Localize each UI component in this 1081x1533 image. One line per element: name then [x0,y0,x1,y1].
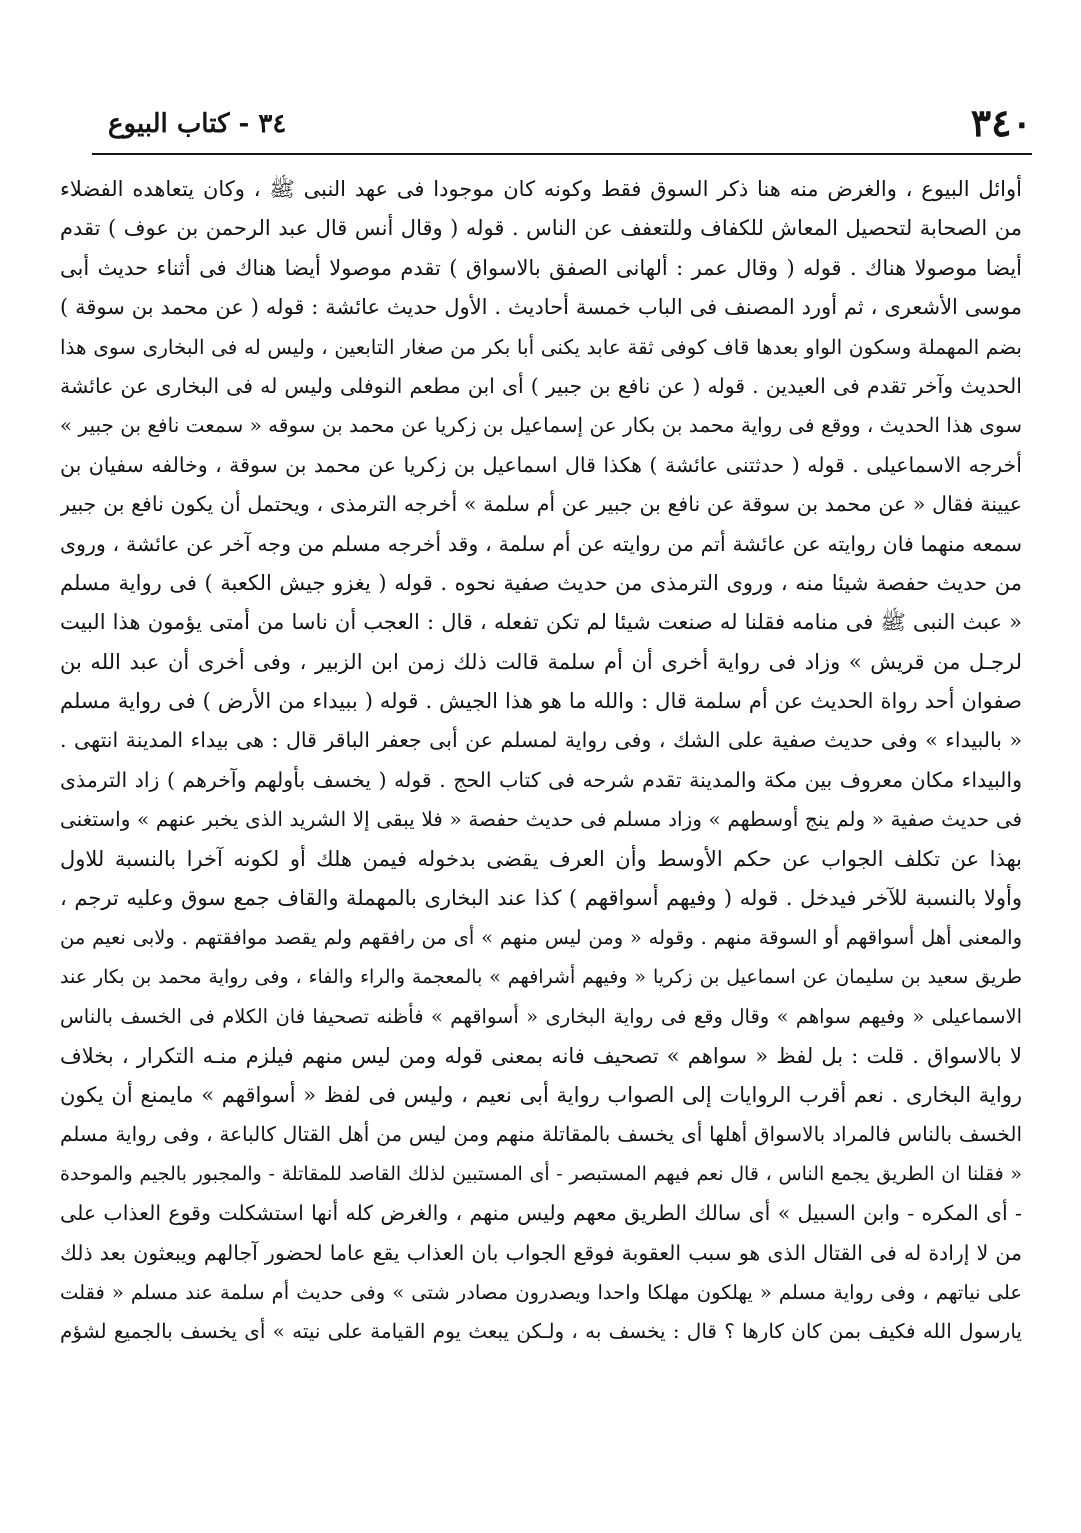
text-line: صفوان أحد رواة الحديث عن أم سلمة قال : والله ما هو هذا الجيش . قوله ( ببيداء من الأرض ) فى رواية مسلم [60,689,1022,714]
text-line: رواية البخارى . نعم أقرب الروايات إلى الصواب رواية أبى نعيم ، وليس فى لفظ « أسواقهم » مايمنع أن يكون [60,1082,1022,1107]
text-line: الحديث وآخر تقدم فى العيدين . قوله ( عن نافع بن جبير ) أى ابن مطعم النوفلى وليس له فى البخارى عن عائشة [60,373,1022,398]
text-line: وأولا بالنسبة للآخر فيدخل . قوله ( وفيهم أسواقهم ) كذا عند البخارى بالمهملة والقاف جمع سوق وعليه ترجم ، [60,886,1022,911]
running-title: ٣٤ - كتاب البيوع [108,109,287,139]
text-line: موسى الأشعرى ، ثم أورد المصنف فى الباب خمسة أحاديث . الأول حديث عائشة : قوله ( عن محمد بن سوقة ) [60,295,1022,320]
page-header [92,98,1032,148]
text-line: على نياتهم ، وفى رواية مسلم « يهلكون مهلكا واحدا ويصدرون مصادر شتى » وفى حديث أم سلمة عند مسلم « فقلت [60,1280,1022,1304]
text-line: سمعه منهما فان روايته عن عائشة أتم من روايته عن أم سلمة ، وقد أخرجه مسلم من وجه آخر عن عائشة ، وروى [60,531,1022,556]
text-line: طريق سعيد بن سليمان عن اسماعيل بن زكريا « وفيهم أشرافهم » بالمعجمة والراء والفاء ، وفى رواية محمد بن بكار عند [60,965,1022,988]
text-line: الخسف بالناس فالمراد بالاسواق أهلها أى يخسف بالمقاتلة منهم ومن ليس من أهل القتال كالباعة ، وفى رواية مسلم [60,1122,1022,1147]
text-line: بهذا عن تكلف الجواب عن حكم الأوسط وأن العرف يقضى بدخوله فيمن هلك أو لكونه آخرا بالنسبة للاول [60,846,1022,871]
text-line: « فقلنا ان الطريق يجمع الناس ، قال نعم فيهم المستبصر - أى المستبين لذلك القاصد للمقاتلة - والمجبور بالجيم والموحدة [60,1162,1022,1185]
text-line: « عبث النبى ﷺ فى منامه فقلنا له صنعت شيئا لم تكن تفعله ، قال : العجب أن ناسا من أمتى يؤمون هذا البيت [60,610,1022,635]
text-line: - أى المكره - وابن السبيل » أى سالك الطريق معهم وليس منهم ، والغرض كله أنها استشكلت وقوع العذاب على [60,1201,1022,1226]
text-line: لا بالاسواق . قلت : بل لفظ « سواهم » تصحيف فانه بمعنى قوله ومن ليس منهم فيلزم منـه التكرار ، بخلاف [60,1043,1022,1068]
text-line: من الصحابة لتحصيل المعاش للكفاف وللتعفف عن الناس . قوله ( وقال أنس قال عبد الرحمن بن عوف ) تقدم [60,216,1022,241]
text-line: والبيداء مكان معروف بين مكة والمدينة تقدم شرحه فى كتاب الحج . قوله ( يخسف بأولهم وآخرهم ) زاد الترمذى [60,767,1022,792]
text-line: « بالبيداء » وفى حديث صفية على الشك ، وفى رواية لمسلم عن أبى جعفر الباقر قال : هى بيداء المدينة انتهى . [60,728,1022,753]
page-number: ٣٤٠ [970,100,1032,145]
text-line: أخرجه الاسماعيلى . قوله ( حدثتنى عائشة ) هكذا قال اسماعيل بن زكريا عن محمد بن سوقة ، وخالفه سفيان بن [60,452,1022,477]
text-line: والمعنى أهل أسواقهم أو السوقة منهم . وقوله « ومن ليس منهم » أى من رافقهم ولم يقصد موافقتهم . ولابى نعيم من [60,926,1022,950]
text-line: الاسماعيلى « وفيهم سواهم » وقال وقع فى رواية البخارى « أسواقهم » فأظنه تصحيفا فان الكلام فى الخسف بالناس [60,1005,1022,1029]
text-line: أيضا موصولا هناك . قوله ( وقال عمر : ألهانى الصفق بالاسواق ) تقدم موصولا أيضا هناك فى أثناء حديث أبى [60,255,1022,280]
text-line: لرجـل من قريش » وزاد فى رواية أخرى أن أم سلمة قالت ذلك زمن ابن الزبير ، وفى أخرى أن عبد الله بن [60,649,1022,674]
text-line: من لا إرادة له فى القتال الذى هو سبب العقوبة فوقع الجواب بان العذاب يقع عاما لحضور آجالهم ويبعثون بعد ذلك [60,1240,1022,1265]
text-line: سوى هذا الحديث ، ووقع فى رواية محمد بن بكار عن إسماعيل بن زكريا عن محمد بن سوقه « سمعت نافع بن جبير » [60,413,1022,438]
text-line: بضم المهملة وسكون الواو بعدها قاف كوفى ثقة عابد يكنى أبا بكر من صغار التابعين ، وليس له فى البخارى سوى هذا [60,334,1022,359]
text-line: من حديث حفصة شيئا منه ، وروى الترمذى من حديث صفية نحوه . قوله ( يغزو جيش الكعبة ) فى رواية مسلم [60,570,1022,595]
text-line: يارسول الله فكيف بمن كان كارها ؟ قال : يخسف به ، ولـكن يبعث يوم القيامة على نيته » أى يخسف بالجميع لشؤم [60,1319,1022,1344]
text-line: فى حديث صفية « ولم ينج أوسطهم » وزاد مسلم فى حديث حفصة « فلا يبقى إلا الشريد الذى يخبر عنهم » واستغنى [60,807,1022,832]
text-line: أوائل البيوع ، والغرض منه هنا ذكر السوق فقط وكونه كان موجودا فى عهد النبى ﷺ ، وكان يتعاهده الفضلاء [60,177,1022,201]
text-line: عيينة فقال « عن محمد بن سوقة عن نافع بن جبير عن أم سلمة » أخرجه الترمذى ، ويحتمل أن يكون نافع بن جبير [60,492,1022,517]
body-text [60,170,1022,1352]
header-rule [92,153,1032,155]
